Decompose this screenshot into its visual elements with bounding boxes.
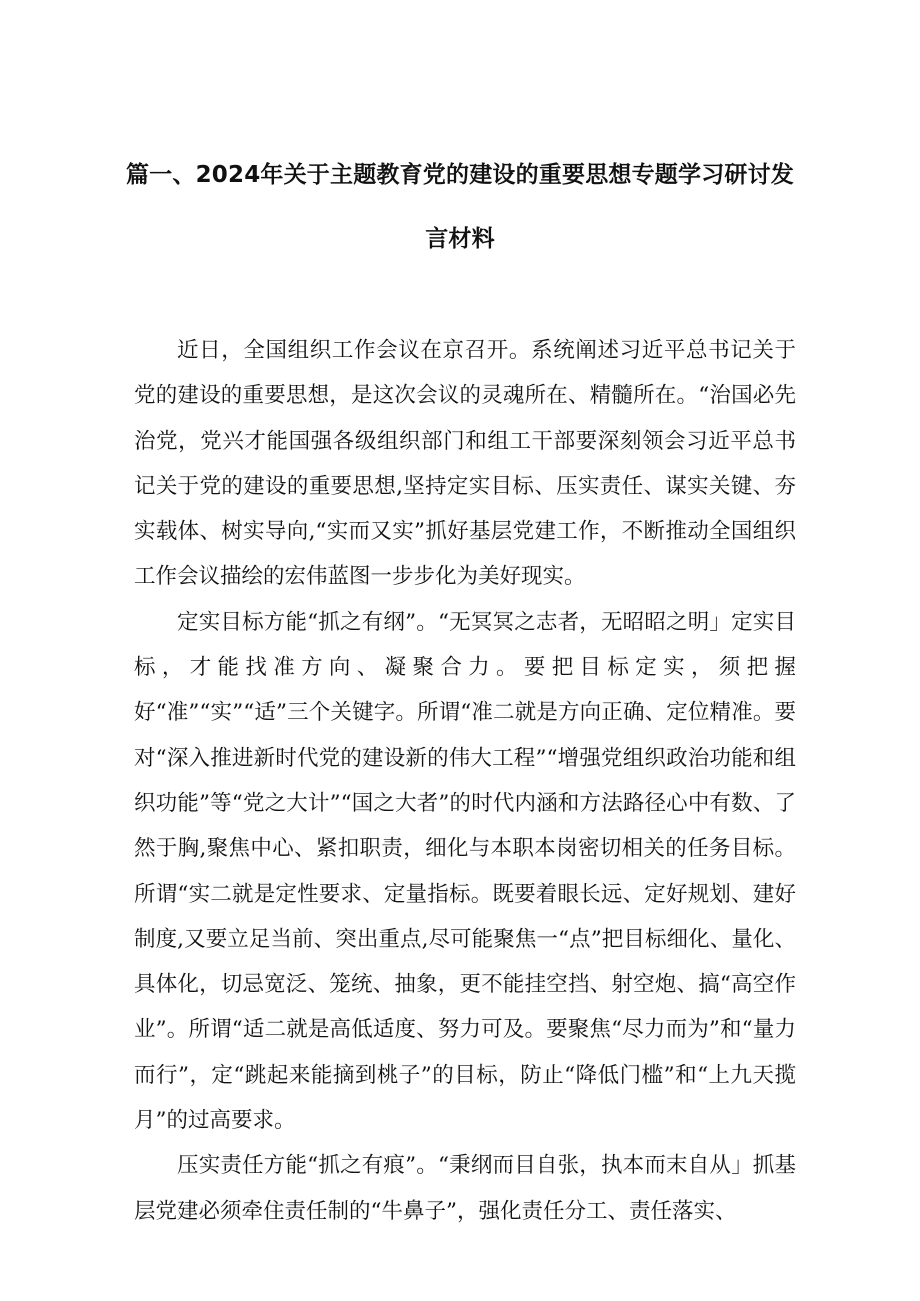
title-line-2: 言材料 <box>425 226 495 252</box>
paragraph-2: 定实目标方能“抓之有纲”。“无冥冥之志者，无昭昭之明」定实目标，才能找准方向、凝聚合力。要把目标定实，须把握好“准”“实”“适”三个关键字。所谓“准二就是方向正确、定位精准。要对“深入推进新时代党的建设新的伟大工程”“增强党组织政治功能和组织功能”等“党之大计”“国之大者”的时代内涵和方法路径心中有数、了然于胸,聚焦中心、紧扣职责，细化与本职本岗密切相关的任务目标。所谓“实二就是定性要求、定量指标。既要着眼长远、定好规划、建好制度,又要立足当前、突出重点,尽可能聚焦一“点”把目标细化、量化、具体化，切忌宽泛、笼统、抽象，更不能挂空挡、射空炮、搞“高空作业”。所谓“适二就是高低适度、努力可及。要聚焦“尽力而为”和“量力而行”，定“跳起来能摘到桃子”的目标，防止“降低门槛”和“上九天揽月”的过高要求。 <box>134 609 796 1134</box>
title-line-1: 篇一、2024年关于主题教育党的建设的重要思想专题学习研讨发 <box>125 162 794 188</box>
paragraph-1: 近日，全国组织工作会议在京召开。系统阐述习近平总书记关于党的建设的重要思想，是这次会议的灵魂所在、精髓所在。“治国必先治党，党兴才能国强各级组织部门和组工干部要深刻领会习近平总书记关于党的建设的重要思想,坚持定实目标、压实责任、谋实关键、夯实载体、树实导向,“实而又实”抓好基层党建工作，不断推动全国组织工作会议描绘的宏伟蓝图一步步化为美好现实。 <box>134 338 796 590</box>
paragraph-3: 压实责任方能“抓之有痕”。“秉纲而目自张，执本而末自从」抓基层党建必须牵住责任制的“牛鼻子”，强化责任分工、责任落实、 <box>134 1153 796 1224</box>
document-body <box>134 328 796 1234</box>
